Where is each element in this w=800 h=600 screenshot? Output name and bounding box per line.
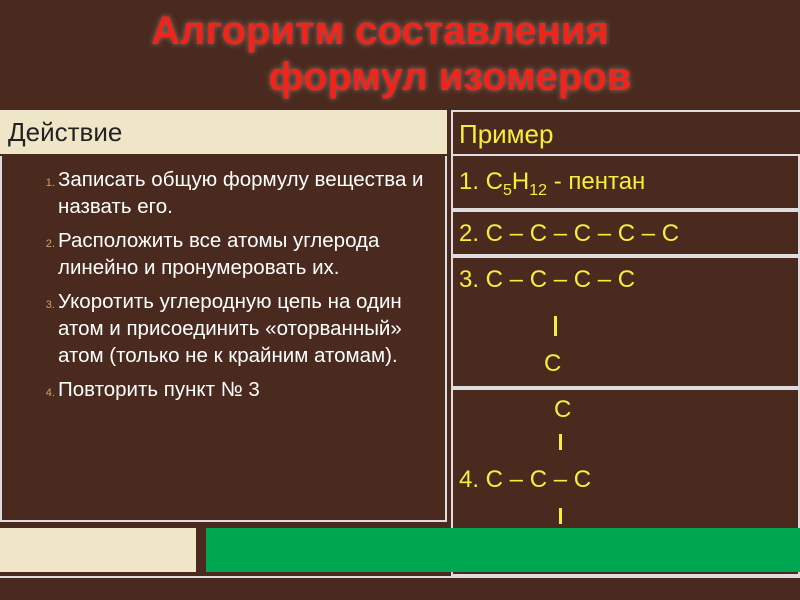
column-header-example: Пример <box>451 110 800 154</box>
chain-4: 4. С – С – С <box>459 466 592 493</box>
step-item: 3. Укоротить углеродную цепь на один атом и присоединить «оторванный» атом (только не к крайним атомам). <box>58 288 435 369</box>
bond-vertical-top <box>559 434 562 450</box>
action-steps-cell <box>0 156 447 522</box>
bond-vertical-bottom <box>559 508 562 524</box>
linear-chain: 2. С – С – С – С – С <box>459 220 680 247</box>
bond-vertical <box>554 316 557 336</box>
column-header-action: Действие <box>0 110 447 154</box>
slide-title <box>0 8 800 100</box>
step-item: 4. Повторить пункт № 3 <box>58 376 435 403</box>
footer-divider <box>0 576 800 578</box>
step-item: 1. Записать общую формулу вещества и назвать его. <box>58 166 435 220</box>
footer-bar-left <box>0 528 196 572</box>
step-item: 2. Расположить все атомы углерода линейно и пронумеровать их. <box>58 227 435 281</box>
slide-title-line2: формул изомеров <box>268 55 632 99</box>
branch-top-carbon: С <box>554 396 572 423</box>
pentane-formula: 1. $С_5Н_{12}$ - пентан <box>459 168 646 199</box>
chain-3: 3. С – С – С – С <box>459 266 636 293</box>
example-cell-3 <box>451 256 800 388</box>
branch-carbon-3: С <box>544 350 562 377</box>
steps-list <box>2 156 445 403</box>
slide-title-line1: Алгоритм составления <box>151 9 609 53</box>
example-cell-2 <box>451 210 800 256</box>
example-cell-1 <box>451 154 800 210</box>
footer-bar-green <box>206 528 800 572</box>
